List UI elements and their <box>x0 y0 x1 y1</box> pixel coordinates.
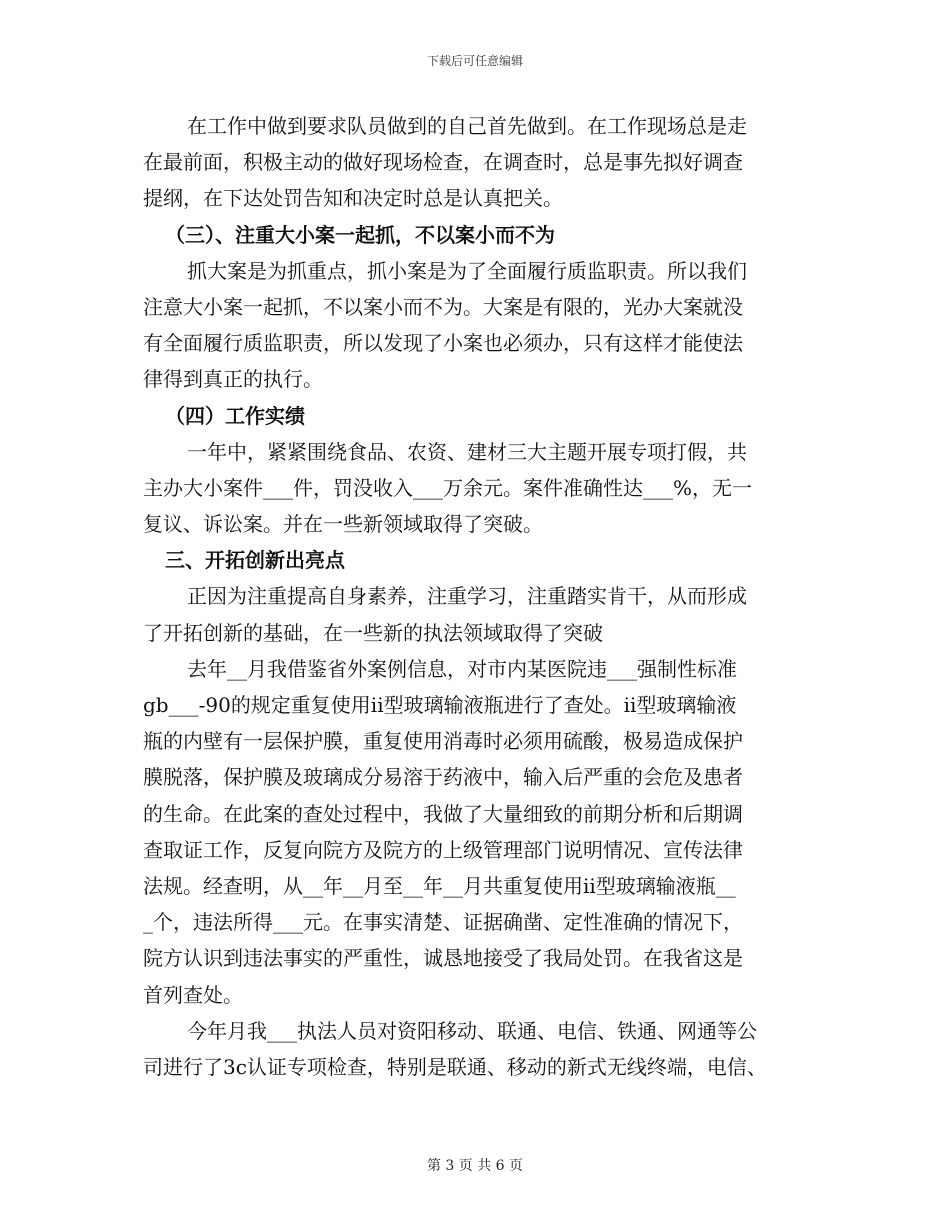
body-line: 膜脱落，保护膜及玻璃成分易溶于药液中，输入后严重的会危及患者 <box>143 765 743 790</box>
page-header-note: 下载后可任意编辑 <box>426 54 523 68</box>
body-line: _个，违法所得___元。在事实清楚、证据确凿、定性准确的情况下， <box>143 910 743 935</box>
body-line: 去年__月我借鉴省外案例信息，对市内某医院违___强制性标准 <box>187 656 737 681</box>
body-line: 今年月我___执法人员对资阳移动、联通、电信、铁通、网通等公 <box>187 1018 757 1043</box>
body-line: 法规。经查明，从__年__月至__年__月共重复使用ii型玻璃输液瓶__ <box>143 873 736 898</box>
document-body <box>143 108 808 1085</box>
body-line: 查取证工作，反复向院方及院方的上级管理部门说明情况、宣传法律 <box>143 837 743 862</box>
body-line: 主办大小案件___件，罚没收入___万余元。案件准确性达___%，无一 <box>143 475 753 500</box>
body-line: 注意大小案一起抓，不以案小而不为。大案是有限的，光办大案就没 <box>143 294 743 319</box>
section-heading: 三、开拓创新出亮点 <box>165 548 345 573</box>
body-line: 律得到真正的执行。 <box>143 367 323 392</box>
body-line: 提纲，在下达处罚告知和决定时总是认真把关。 <box>143 186 563 211</box>
body-line: 了开拓创新的基础，在一些新的执法领域取得了突破 <box>143 620 603 645</box>
page-number-footer: 第 3 页 共 6 页 <box>426 1158 524 1174</box>
section-heading: （四）工作实绩 <box>165 403 305 428</box>
body-line: 一年中，紧紧围绕食品、农资、建材三大主题开展专项打假，共 <box>187 439 747 464</box>
body-line: 复议、诉讼案。并在一些新领域取得了突破。 <box>143 512 543 537</box>
body-line: 有全面履行质监职责，所以发现了小案也必须办，只有这样才能使法 <box>143 331 743 356</box>
body-line: gb___-90的规定重复使用ii型玻璃输液瓶进行了查处。ii型玻璃输液 <box>143 693 737 717</box>
body-line: 在最前面，积极主动的做好现场检查，在调查时，总是事先拟好调查 <box>143 150 743 175</box>
body-line: 首列查处。 <box>143 982 243 1007</box>
section-heading: （三）、注重大小案一起抓，不以案小而不为 <box>165 222 555 247</box>
body-line: 在工作中做到要求队员做到的自己首先做到。在工作现场总是走 <box>187 114 747 138</box>
body-line: 的生命。在此案的查处过程中，我做了大量细致的前期分析和后期调 <box>143 801 743 826</box>
body-line: 院方认识到违法事实的严重性，诚恳地接受了我局处罚。在我省这是 <box>143 946 743 971</box>
body-line: 正因为注重提高自身素养，注重学习，注重踏实肯干，从而形成 <box>187 584 747 609</box>
body-line: 瓶的内壁有一层保护膜，重复使用消毒时必须用硫酸，极易造成保护 <box>143 729 743 754</box>
body-line: 抓大案是为抓重点，抓小案是为了全面履行质监职责。所以我们 <box>187 258 747 283</box>
body-line: 司进行了3c认证专项检查，特别是联通、移动的新式无线终端，电信、 <box>143 1054 767 1079</box>
